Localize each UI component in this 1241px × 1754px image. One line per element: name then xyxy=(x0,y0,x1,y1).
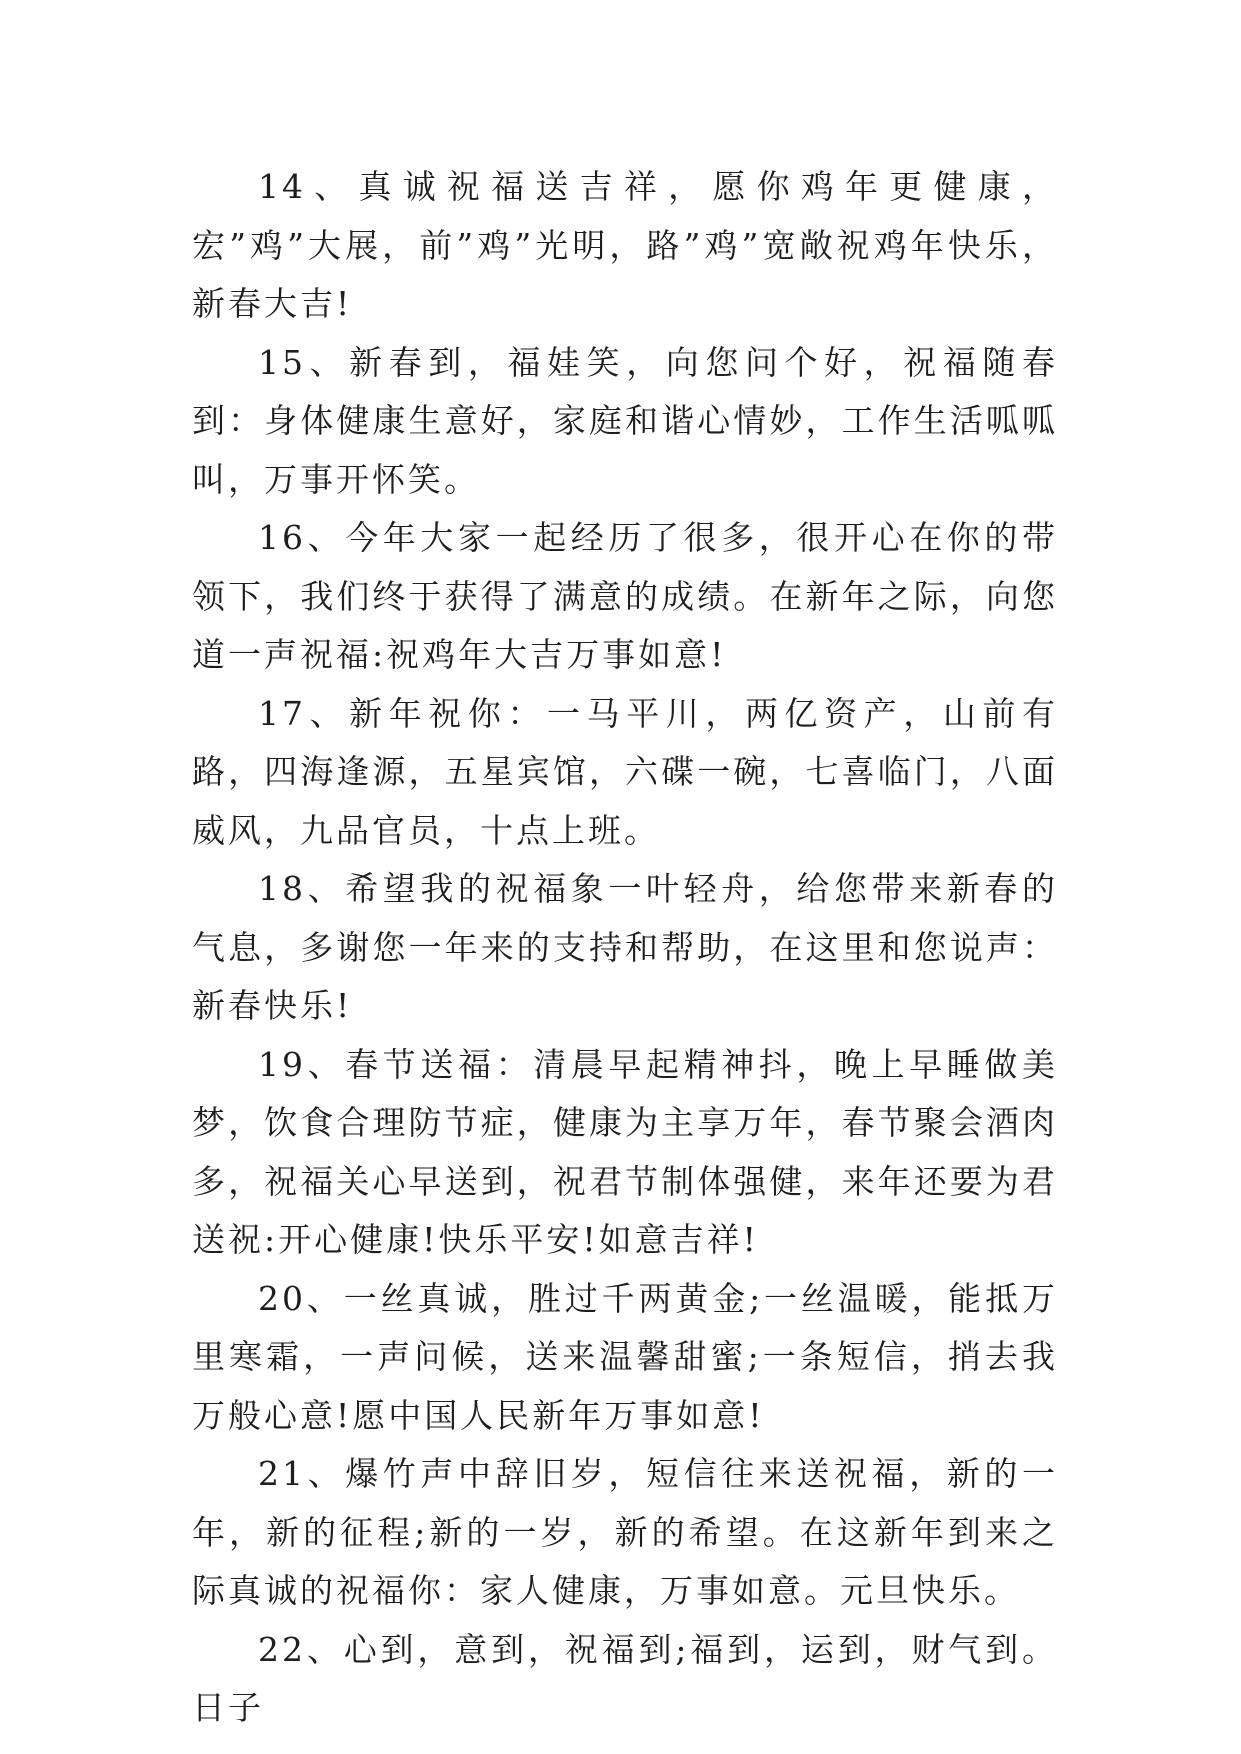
paragraph-17: 17、新年祝你：一马平川，两亿资产，山前有路，四海逢源，五星宾馆，六碟一碗，七喜临门，八面威风，九品官员，十点上班。 xyxy=(192,693,1058,850)
paragraph-22: 22、心到，意到，祝福到;福到，运到，财气到。日子 xyxy=(192,1629,1058,1727)
paragraph-18: 18、希望我的祝福象一叶轻舟，给您带来新春的气息，多谢您一年来的支持和帮助，在这里和您说声：新春快乐! xyxy=(192,869,1058,1025)
paragraph-20: 20、一丝真诚，胜过千两黄金;一丝温暖，能抵万里寒霜，一声问候，送来温馨甜蜜;一条短信，捎去我万般心意!愿中国人民新年万事如意! xyxy=(192,1278,1058,1435)
paragraph-19: 19、春节送福：清晨早起精神抖，晚上早睡做美梦，饮食合理防节症，健康为主享万年，春节聚会酒肉多，祝福关心早送到，祝君节制体强健，来年还要为君送祝:开心健康!快乐平安!如意吉祥! xyxy=(192,1044,1058,1259)
document-body xyxy=(192,158,1058,1738)
paragraph-16: 16、今年大家一起经历了很多，很开心在你的带领下，我们终于获得了满意的成绩。在新年之际，向您道一声祝福:祝鸡年大吉万事如意! xyxy=(192,518,1058,674)
paragraph-15: 15、新春到，福娃笑，向您问个好，祝福随春到：身体健康生意好，家庭和谐心情妙，工作生活呱呱叫，万事开怀笑。 xyxy=(192,342,1058,499)
paragraph-14: 14、真诚祝福送吉祥，愿你鸡年更健康，宏”鸡”大展，前”鸡”光明，路”鸡”宽敞祝鸡年快乐，新春大吉! xyxy=(192,167,1058,323)
paragraph-21: 21、爆竹声中辞旧岁，短信往来送祝福，新的一年，新的征程;新的一岁，新的希望。在这新年到来之际真诚的祝福你：家人健康，万事如意。元旦快乐。 xyxy=(192,1454,1058,1610)
